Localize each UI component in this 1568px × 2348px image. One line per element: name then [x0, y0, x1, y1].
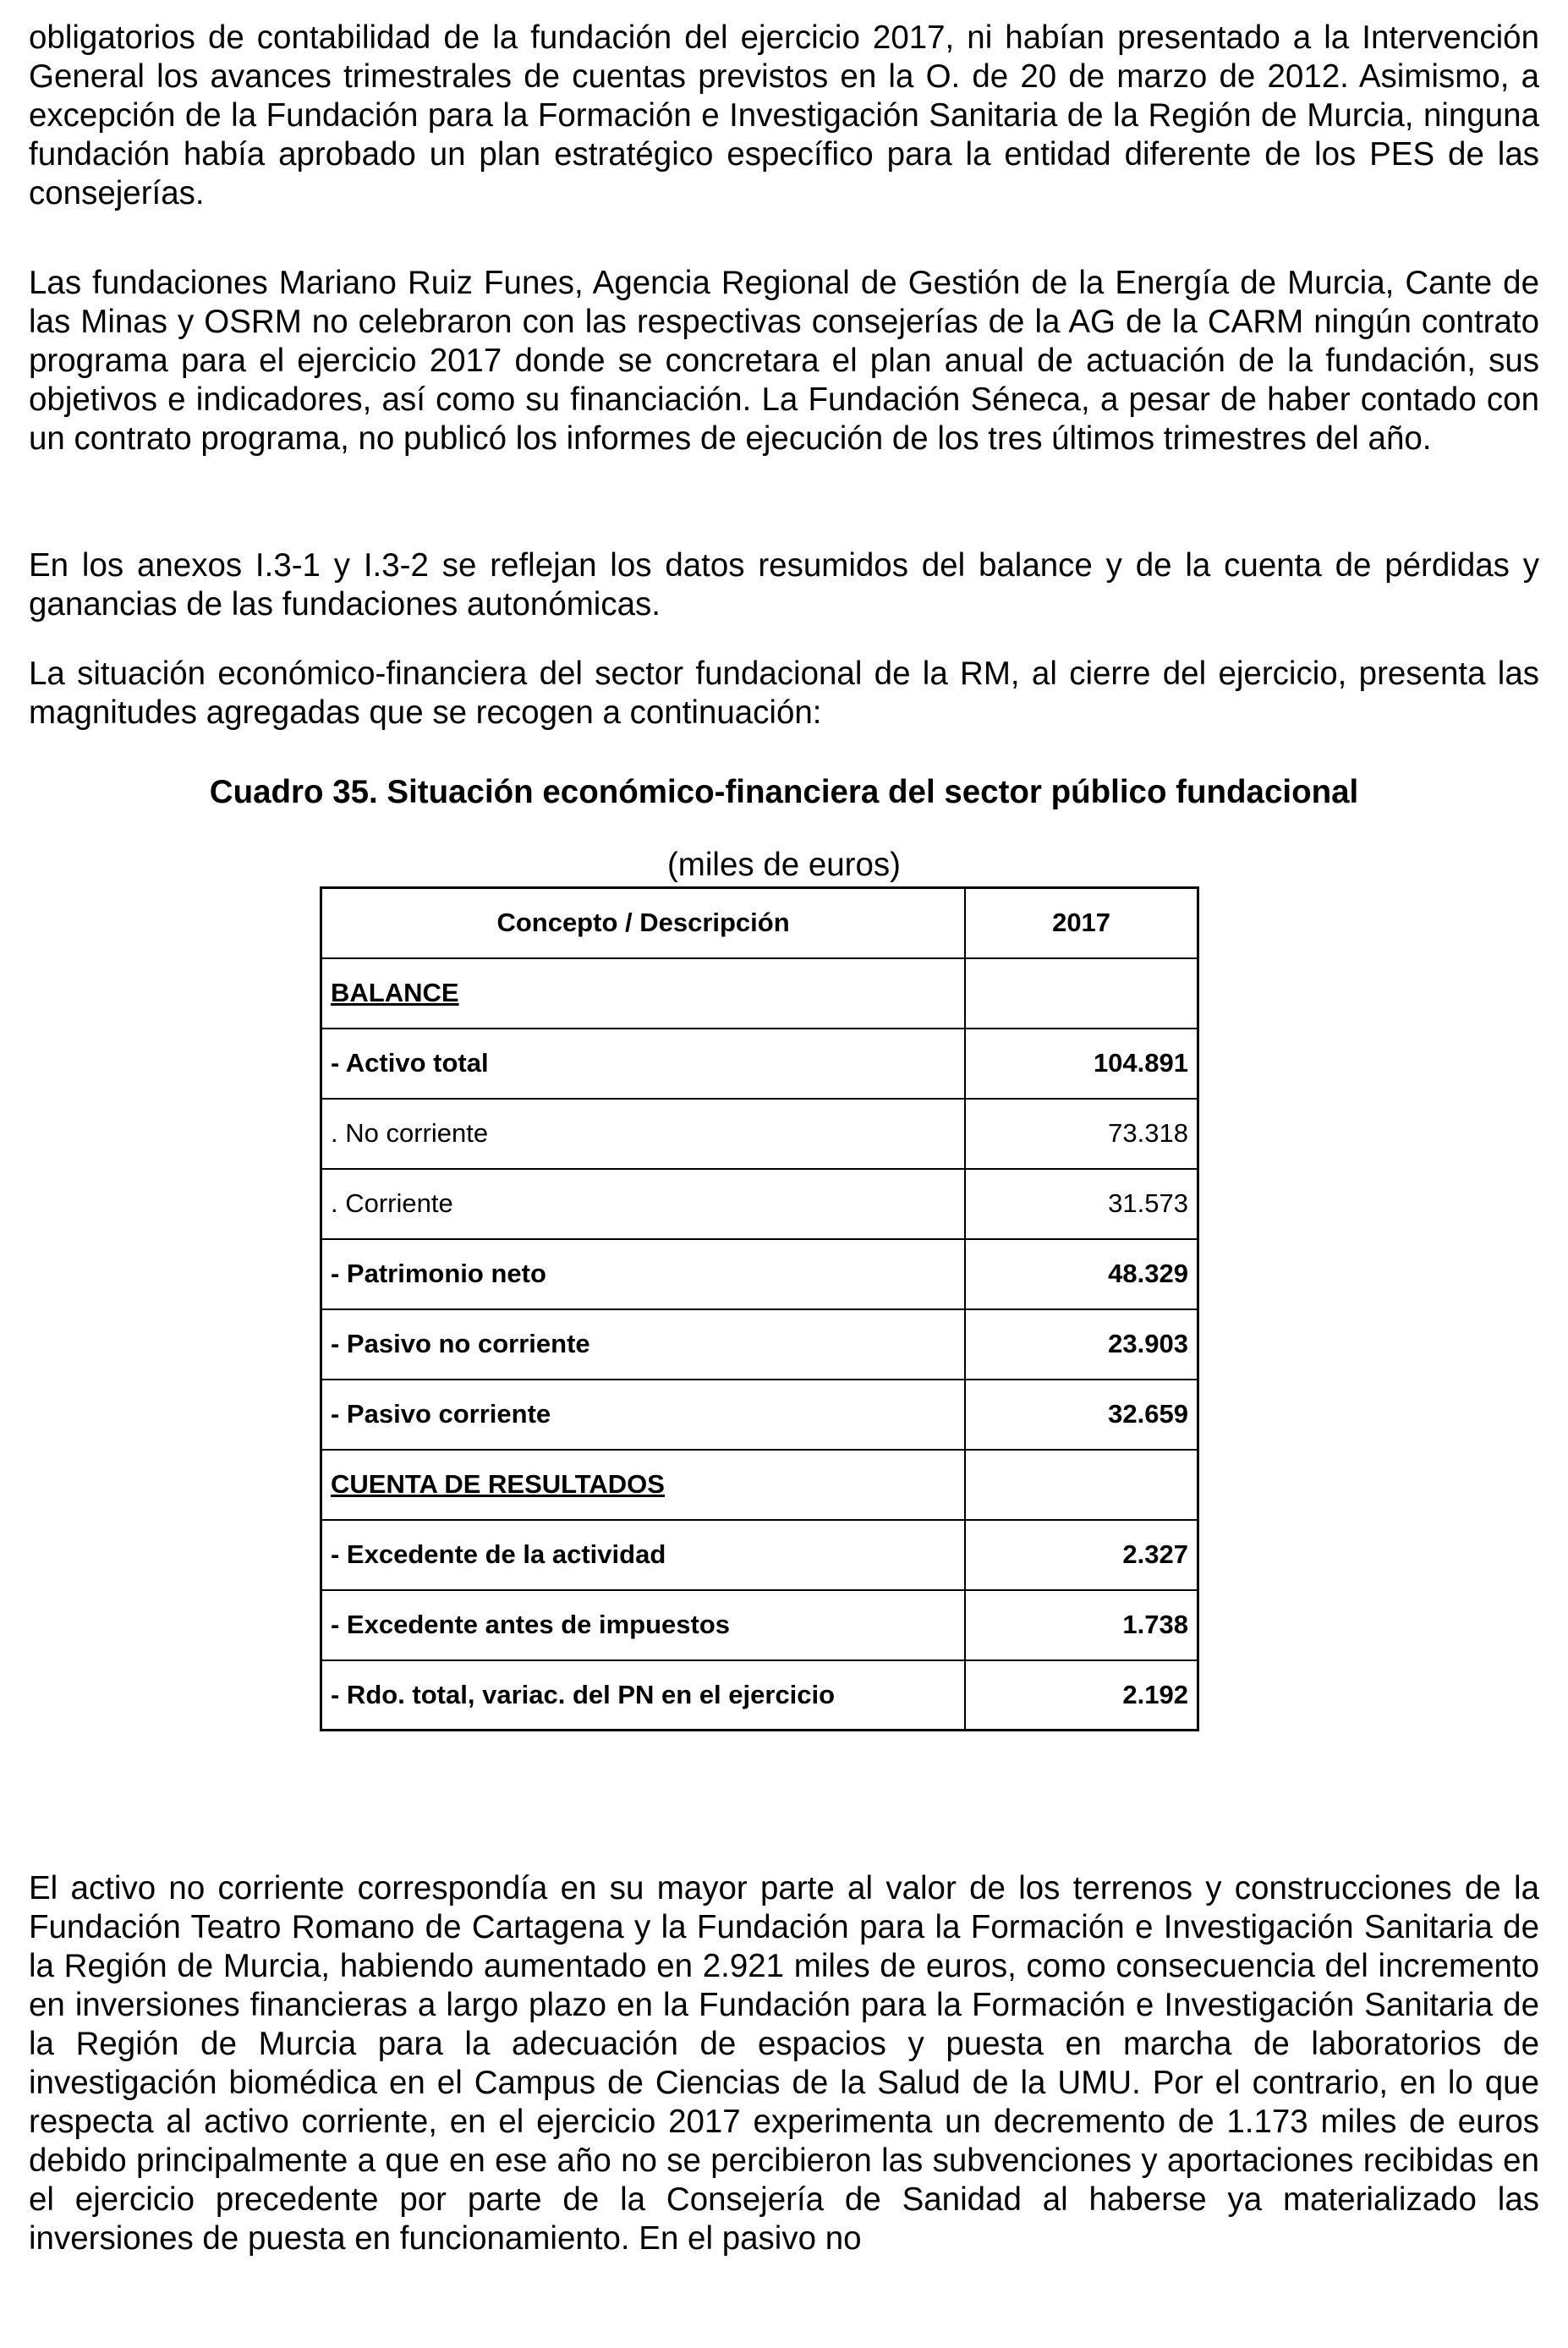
table-row [321, 1169, 1198, 1239]
table-header-row [321, 888, 1198, 958]
row-label: . Corriente [321, 1169, 966, 1239]
table-row [321, 1029, 1198, 1099]
row-label: BALANCE [321, 958, 966, 1029]
table-row [321, 1380, 1198, 1450]
row-value: 48.329 [965, 1239, 1198, 1309]
row-value [965, 958, 1198, 1029]
row-value: 2.327 [965, 1520, 1198, 1590]
row-value: 73.318 [965, 1099, 1198, 1169]
header-year: 2017 [965, 888, 1198, 958]
financial-situation-table [320, 886, 1199, 1731]
row-label: - Pasivo no corriente [321, 1309, 966, 1380]
row-value: 104.891 [965, 1029, 1198, 1099]
header-concept: Concepto / Descripción [321, 888, 966, 958]
row-value: 2.192 [965, 1660, 1198, 1731]
row-label: - Excedente antes de impuestos [321, 1590, 966, 1660]
table-row [321, 1099, 1198, 1169]
row-value [965, 1450, 1198, 1520]
table-row [321, 1239, 1198, 1309]
table-row [321, 1520, 1198, 1590]
row-label: . No corriente [321, 1099, 966, 1169]
paragraph-obligatorios: obligatorios de contabilidad de la fundación del ejercicio 2017, ni habían presentado a la Intervención General los avances trimestrales de cuentas previstos en la O. de 20 de marzo de 2012. Asimismo, a excepción de la Fundación para la Formación e Investigación Sanitaria de la Región de Murcia, ninguna fundación había aprobado un plan estratégico específico para la entidad diferente de los PES de las consejerías. [29, 19, 1539, 211]
table-units: (miles de euros) [666, 847, 901, 883]
paragraph-activo-no-corriente: El activo no corriente correspondía en su mayor parte al valor de los terrenos y construcciones de la Fundación Teatro Romano de Cartagena y la Fundación para la Formación e Investigación Sanitaria de la Región de Murcia, habiendo aumentado en 2.921 miles de euros, como consecuencia del incremento en inversiones financieras a largo plazo en la Fundación para la Formación e Investigación Sanitaria de la Región de Murcia para la adecuación de espacios y puesta en marcha de laboratorios de investigación biomédica en el Campus de Ciencias de la Salud de la UMU. Por el contrario, en lo que respecta al activo corriente, en el ejercicio 2017 experimenta un decremento de 1.173 miles de euros debido principalmente a que en ese año no se percibieron las subvenciones y aportaciones recibidas en el ejercicio precedente por parte de la Consejería de Sanidad al haberse ya materializado las inversiones de puesta en funcionamiento. En el pasivo no [29, 1870, 1539, 2257]
row-label: - Pasivo corriente [321, 1380, 966, 1450]
row-label: - Rdo. total, variac. del PN en el ejercicio [321, 1660, 966, 1731]
table-row-section [321, 958, 1198, 1029]
table-row [321, 1309, 1198, 1380]
paragraph-situacion-economica: La situación económico-financiera del sector fundacional de la RM, al cierre del ejercicio, presenta las magnitudes agregadas que se recogen a continuación: [29, 656, 1539, 731]
table-row [321, 1660, 1198, 1731]
row-label: - Activo total [321, 1029, 966, 1099]
table-caption: Cuadro 35. Situación económico-financiera del sector público fundacional [209, 774, 1359, 810]
paragraph-fundaciones-contrato-programa: Las fundaciones Mariano Ruiz Funes, Agencia Regional de Gestión de la Energía de Murcia, Cante de las Minas y OSRM no celebraron con las respectivas consejerías de la AG de la CARM ningún contrato programa para el ejercicio 2017 donde se concretara el plan anual de actuación de la fundación, sus objetivos e indicadores, así como su financiación. La Fundación Séneca, a pesar de haber contado con un contrato programa, no publicó los informes de ejecución de los tres últimos trimestres del año. [29, 265, 1539, 457]
row-label: - Excedente de la actividad [321, 1520, 966, 1590]
row-value: 32.659 [965, 1380, 1198, 1450]
paragraph-anexos: En los anexos I.3-1 y I.3-2 se reflejan los datos resumidos del balance y de la cuenta de pérdidas y ganancias de las fundaciones autonómicas. [29, 547, 1539, 623]
row-value: 31.573 [965, 1169, 1198, 1239]
row-value: 23.903 [965, 1309, 1198, 1380]
row-value: 1.738 [965, 1590, 1198, 1660]
row-label: CUENTA DE RESULTADOS [321, 1450, 966, 1520]
table-row-section [321, 1450, 1198, 1520]
table-row [321, 1590, 1198, 1660]
row-label: - Patrimonio neto [321, 1239, 966, 1309]
